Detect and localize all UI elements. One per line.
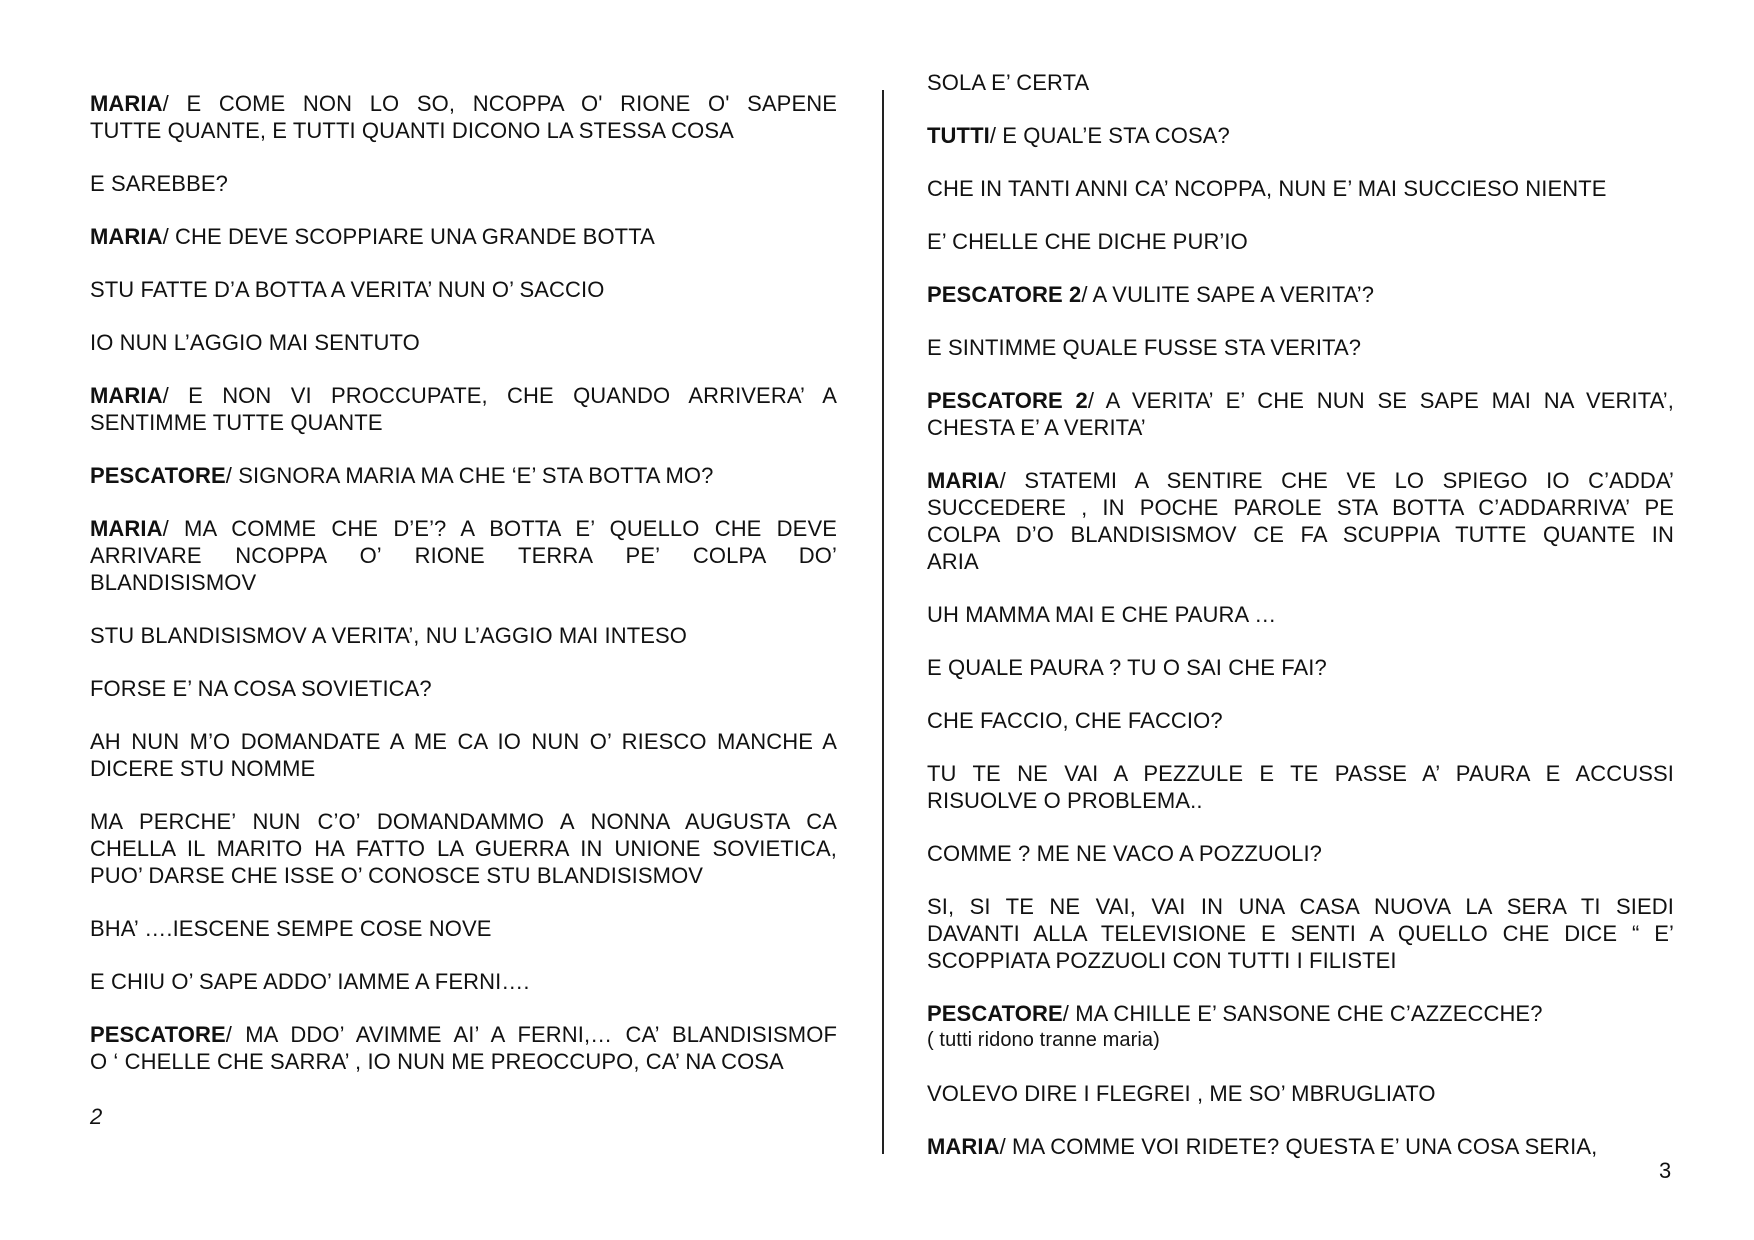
page-number-right: 3 [1659,1158,1672,1183]
script-line [90,515,837,542]
script-line [90,90,837,117]
speaker-name: MARIA [90,224,163,249]
line-text: / A VERITA’ E’ CHE NUN SE SAPE MAI NA VERITA’, [1087,388,1675,413]
script-line: SCOPPIATA POZZUOLI CON TUTTI I FILISTEI [927,948,1397,973]
script-line [90,462,837,489]
line-text: / MA COMME CHE D’E’? A BOTTA E’ QUELLO CHE DEVE [162,516,837,541]
line-text: / SIGNORA MARIA MA CHE ‘E’ STA BOTTA MO? [225,463,714,488]
script-line [927,467,1674,494]
script-line: STU FATTE D’A BOTTA A VERITA’ NUN O’ SACCIO [90,277,605,302]
speaker-name: TUTTI [927,123,990,148]
speaker-name: PESCATORE 2 [927,388,1088,413]
script-line: COLPA D’O BLANDISISMOV CE FA SCUPPIA TUTTE QUANTE IN [927,522,1674,547]
speaker-name: PESCATORE [90,463,226,488]
page-divider [882,90,884,1154]
script-line: CHE FACCIO, CHE FACCIO? [927,708,1223,733]
script-line: SENTIMME TUTTE QUANTE [90,410,383,435]
script-line: E QUALE PAURA ? TU O SAI CHE FAI? [927,655,1327,680]
script-line: STU BLANDISISMOV A VERITA’, NU L’AGGIO MAI INTESO [90,623,687,648]
line-text: / MA COMME VOI RIDETE? QUESTA E’ UNA COSA SERIA, [999,1134,1598,1159]
speaker-name: MARIA [90,516,163,541]
script-line: BHA’ ….IESCENE SEMPE COSE NOVE [90,916,492,941]
script-line: UH MAMMA MAI E CHE PAURA … [927,602,1277,627]
line-text: / E NON VI PROCCUPATE, CHE QUANDO ARRIVERA’ A [162,383,837,408]
script-line: MA PERCHE’ NUN C’O’ DOMANDAMMO A NONNA AUGUSTA CA [90,809,837,834]
script-line: SOLA E’ CERTA [927,70,1090,95]
script-line: CHESTA E’ A VERITA’ [927,415,1146,440]
speaker-name: PESCATORE [927,1001,1063,1026]
line-text: / MA DDO’ AVIMME AI’ A FERNI,… CA’ BLANDISISMOF [225,1022,837,1047]
line-text: / A VULITE SAPE A VERITA’? [1081,282,1375,307]
script-line: E SAREBBE? [90,171,228,196]
script-line: E CHIU O’ SAPE ADDO’ IAMME A FERNI…. [90,969,530,994]
script-line: O ‘ CHELLE CHE SARRA’ , IO NUN ME PREOCCUPO, CA’ NA COSA [90,1049,784,1074]
speaker-name: MARIA [927,1134,1000,1159]
script-line [927,281,1674,308]
script-line: SI, SI TE NE VAI, VAI IN UNA CASA NUOVA LA SERA TI SIEDI [927,894,1674,919]
script-line: DICERE STU NOMME [90,756,316,781]
script-line [927,387,1674,414]
stage-direction: ( tutti ridono tranne maria) [927,1029,1160,1051]
script-line: COMME ? ME NE VACO A POZZUOLI? [927,841,1323,866]
speaker-name: PESCATORE [90,1022,226,1047]
script-line: CHE IN TANTI ANNI CA’ NCOPPA, NUN E’ MAI SUCCIESO NIENTE [927,176,1607,201]
script-line: AH NUN M’O DOMANDATE A ME CA IO NUN O’ RIESCO MANCHE A [90,729,837,754]
script-line [927,1133,1674,1160]
speaker-name: MARIA [90,91,163,116]
script-line: DAVANTI ALLA TELEVISIONE E SENTI A QUELLO CHE DICE “ E’ [927,921,1674,946]
script-line: ARRIVARE NCOPPA O’ RIONE TERRA PE’ COLPA DO’ [90,543,837,568]
line-text: / STATEMI A SENTIRE CHE VE LO SPIEGO IO C’ADDA’ [999,468,1674,493]
script-line: SUCCEDERE , IN POCHE PAROLE STA BOTTA C’ADDARRIVA’ PE [927,495,1674,520]
script-line: FORSE E’ NA COSA SOVIETICA? [90,676,432,701]
script-line [90,1021,837,1048]
speaker-name: PESCATORE 2 [927,282,1082,307]
script-line: PUO’ DARSE CHE ISSE O’ CONOSCE STU BLANDISISMOV [90,863,704,888]
page-number-left: 2 [90,1104,103,1129]
script-line: ARIA [927,549,979,574]
script-line: CHELLA IL MARITO HA FATTO LA GUERRA IN UNIONE SOVIETICA, [90,836,837,861]
script-line: IO NUN L’AGGIO MAI SENTUTO [90,330,420,355]
line-text: / CHE DEVE SCOPPIARE UNA GRANDE BOTTA [162,224,655,249]
script-line [90,223,837,250]
script-line: TU TE NE VAI A PEZZULE E TE PASSE A’ PAURA E ACCUSSI [927,761,1674,786]
script-line: BLANDISISMOV [90,570,257,595]
line-text: / MA CHILLE E’ SANSONE CHE C’AZZECCHE? [1062,1001,1543,1026]
line-text: / E QUAL’E STA COSA? [989,123,1230,148]
script-line [927,122,1674,149]
script-line [927,1000,1674,1027]
script-line: TUTTE QUANTE, E TUTTI QUANTI DICONO LA STESSA COSA [90,118,734,143]
script-line [90,382,837,409]
script-line: E SINTIMME QUALE FUSSE STA VERITA? [927,335,1362,360]
script-line: E’ CHELLE CHE DICHE PUR’IO [927,229,1248,254]
script-line: RISUOLVE O PROBLEMA.. [927,788,1203,813]
speaker-name: MARIA [927,468,1000,493]
speaker-name: MARIA [90,383,163,408]
line-text: / E COME NON LO SO, NCOPPA O' RIONE O' SAPENE [162,91,837,116]
script-line: VOLEVO DIRE I FLEGREI , ME SO’ MBRUGLIATO [927,1081,1436,1106]
